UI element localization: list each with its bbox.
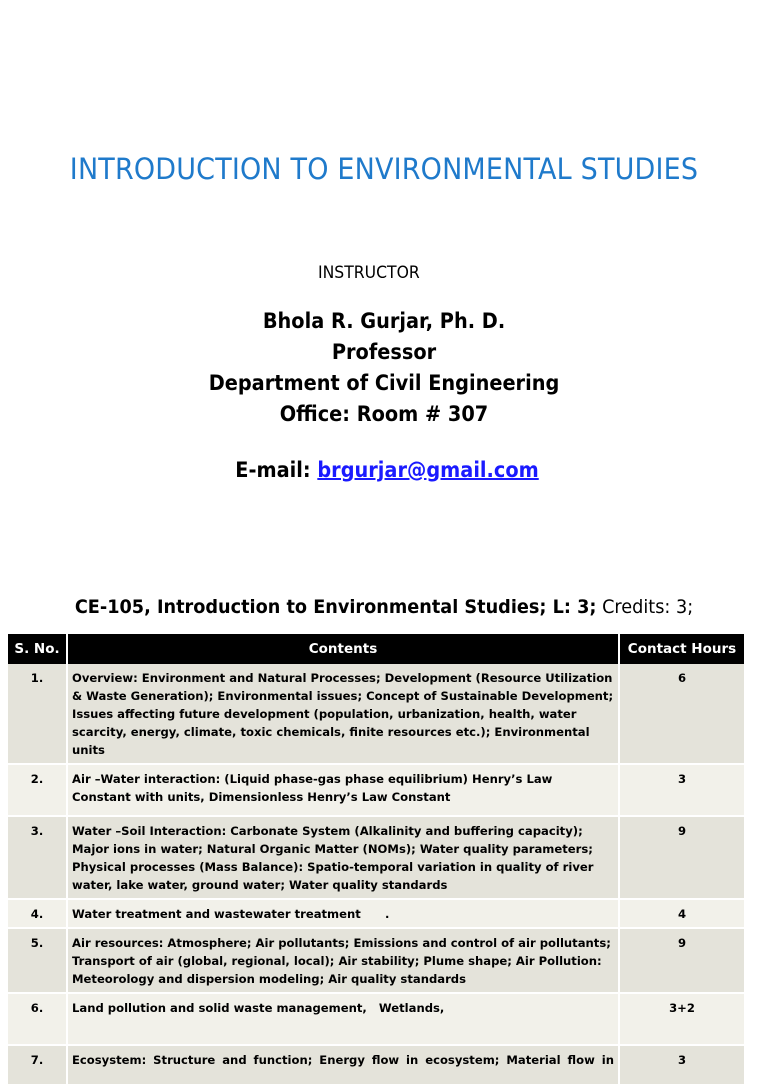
row-contents-text: Air –Water interaction: (Liquid phase-gas phase equilibrium) Henry’s Law Constant with units, Dimensionless Henry’s Law Constant <box>72 772 553 804</box>
row-hours: 9 <box>619 928 744 993</box>
row-contents-text: Ecosystem: Structure and function; Energy flow in ecosystem; Material flow in <box>72 1053 614 1067</box>
row-number: 3. <box>8 816 67 899</box>
table-row <box>8 664 744 764</box>
course-info <box>27 596 741 618</box>
course-credits: Credits: 3; <box>602 596 694 618</box>
table-row <box>8 816 744 899</box>
row-contents-text: Water –Soil Interaction: Carbonate System (Alkalinity and buffering capacity); Major ions in water; Natural Organic Matter (NOMs); Water quality parameters; Physical processes (Mass Balance): Spatio-temporal variation in quality of river water, lake water, ground water; Water quality standards <box>72 824 594 892</box>
row-contents <box>67 993 619 1045</box>
table-header-row <box>8 634 744 664</box>
row-contents <box>67 1045 619 1085</box>
row-number: 5. <box>8 928 67 993</box>
row-number: 1. <box>8 664 67 764</box>
table-row <box>8 764 744 816</box>
instructor-office: Office: Room # 307 <box>279 402 489 426</box>
instructor-department: Department of Civil Engineering <box>208 371 560 395</box>
row-number: 4. <box>8 899 67 928</box>
syllabus-table <box>8 634 744 1086</box>
email-label: E-mail: <box>235 458 311 482</box>
instructor-position: Professor <box>331 340 437 364</box>
row-number: 6. <box>8 993 67 1045</box>
row-contents-text: Overview: Environment and Natural Processes; Development (Resource Utilization & Waste Generation); Environmental issues; Concept of Sustainable Development; Issues affecting future development (population, urbanization, health, water scarcity, energy, climate, toxic chemicals, finite resources etc.); Environmental units <box>72 671 614 757</box>
row-number: 7. <box>8 1045 67 1085</box>
instructor-label: INSTRUCTOR <box>318 263 420 283</box>
row-hours: 3 <box>619 1045 744 1085</box>
row-contents <box>67 816 619 899</box>
row-hours: 4 <box>619 899 744 928</box>
page-title: INTRODUCTION TO ENVIRONMENTAL STUDIES <box>69 152 699 186</box>
table-row <box>8 928 744 993</box>
table-row <box>8 1045 744 1085</box>
row-hours: 3+2 <box>619 993 744 1045</box>
course-code-title: CE-105, Introduction to Environmental Studies; L: 3; <box>74 596 597 618</box>
row-hours: 3 <box>619 764 744 816</box>
instructor-details <box>0 306 768 430</box>
row-contents-text: Air resources: Atmosphere; Air pollutants; Emissions and control of air pollutants; Transport of air (global, regional, local); Air stability; Plume shape; Air Pollution: Meteorology and dispersion modeling; Air quality standards <box>72 936 611 986</box>
instructor-name: Bhola R. Gurjar, Ph. D. <box>262 309 506 333</box>
email-link[interactable]: brgurjar@gmail.com <box>317 458 539 482</box>
table-row <box>8 993 744 1045</box>
header-contact-hours: Contact Hours <box>619 634 744 664</box>
row-number: 2. <box>8 764 67 816</box>
row-contents <box>67 664 619 764</box>
row-contents <box>67 899 619 928</box>
row-hours: 6 <box>619 664 744 764</box>
row-contents-text: Water treatment and wastewater treatment . <box>72 907 390 921</box>
row-hours: 9 <box>619 816 744 899</box>
email-line <box>31 458 743 482</box>
table-row <box>8 899 744 928</box>
row-contents-text: Land pollution and solid waste management, Wetlands, <box>72 1001 445 1015</box>
header-contents: Contents <box>67 634 619 664</box>
row-contents <box>67 928 619 993</box>
row-contents <box>67 764 619 816</box>
header-serial-no: S. No. <box>8 634 67 664</box>
